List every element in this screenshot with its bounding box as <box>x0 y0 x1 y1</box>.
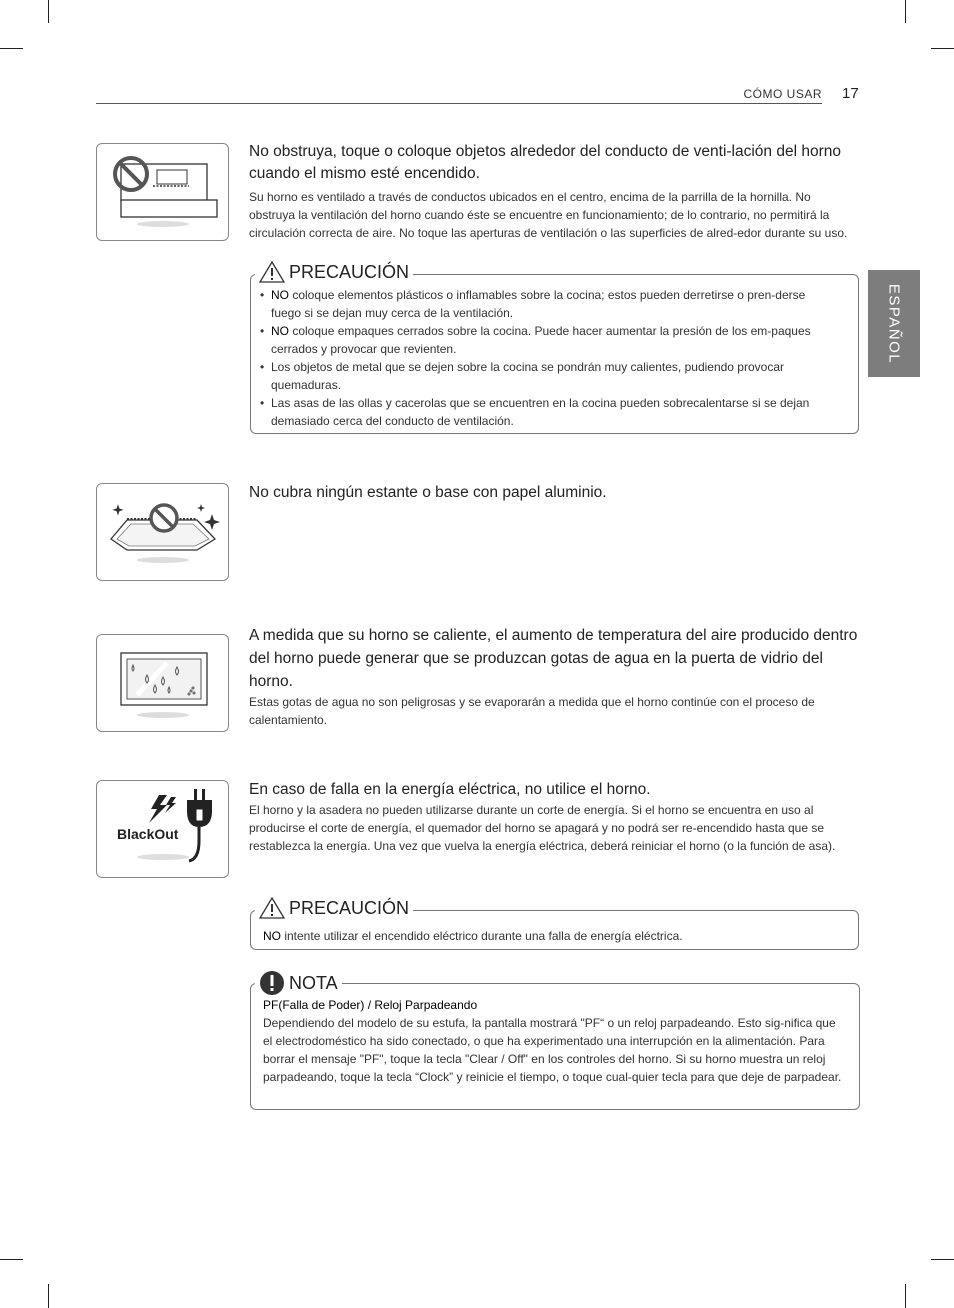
warning-triangle-icon <box>259 897 285 919</box>
crop-mark <box>48 0 49 23</box>
note-content <box>251 984 859 1086</box>
note-box <box>250 972 860 1110</box>
vent-illustration <box>96 143 229 241</box>
plug-icon <box>187 789 212 861</box>
section-name: CÓMO USAR <box>743 87 822 101</box>
caution-text: NO intente utilizar el encendido eléctrico durante una falla de energía eléctrica. <box>263 929 683 943</box>
list-item: • Las asas de las ollas y cacerolas que se encuentren en la cocina pueden sobrecalentarse si se dejan demasiado cerca del conducto de ventilación. <box>271 394 838 430</box>
note-title <box>255 970 342 996</box>
crop-mark <box>905 1284 906 1308</box>
section-heading: En caso de falla en la energía eléctrica, no utilice el horno. <box>249 781 651 798</box>
caution-list <box>251 275 858 434</box>
note-exclamation-icon <box>259 970 285 996</box>
lightning-icon <box>149 795 176 823</box>
crop-mark <box>0 48 23 49</box>
section-vent <box>249 141 859 242</box>
language-tab-label: ESPAÑOL <box>885 283 903 364</box>
prohibited-icon <box>151 505 177 531</box>
caution-title-text: PRECAUCIÓN <box>289 897 410 918</box>
warning-triangle-icon <box>259 261 285 283</box>
section-heading: No obstruya, toque o coloque objetos alrededor del conducto de venti-lación del horno cuando el mismo esté encendido. <box>249 143 841 182</box>
caution-title-text: PRECAUCIÓN <box>289 261 410 282</box>
section-body: El horno y la asadera no pueden utilizarse durante un corte de energía. Si el horno se encuentra en uso al producirse el corte de energía, el quemador del horno se apagará y no podrá ser re-encendido hasta que se restablezca la energía. Una vez que vuelva la energía eléctrica, deberá reiniciar el horno (o la función de asa). <box>249 803 836 853</box>
caution-box <box>250 261 859 434</box>
crop-mark <box>0 1259 23 1260</box>
section-blackout <box>249 779 859 855</box>
blackout-label: BlackOut <box>117 826 179 842</box>
caution-title <box>255 261 413 283</box>
section-foil <box>249 482 859 504</box>
list-item: • Los objetos de metal que se dejen sobre la cocina se pondrán muy calientes, pudiendo provocar quemaduras. <box>271 358 838 394</box>
section-body: Estas gotas de agua no son peligrosas y se evaporarán a medida que el horno continúe con el proceso de calentamiento. <box>249 695 815 727</box>
foil-illustration <box>96 483 229 581</box>
page-number: 17 <box>842 85 859 102</box>
door-illustration <box>96 634 229 732</box>
crop-mark <box>931 48 954 49</box>
caution-box <box>250 897 859 950</box>
language-tab <box>868 270 920 377</box>
note-body: Dependiendo del modelo de su estufa, la pantalla mostrará "PF“ o un reloj parpadeando. Esto sig-nifica que el electrodoméstico ha sido conectado, o que ha experimentado una interrupción en la alimentación. Para borrar el mensaje "PF", toque la tecla "Clear / Off" en los controles del horno. Si su horno muestra un reloj parpadeando, toque la tecla “Clock” y reinicie el tiempo, o toque cual-quier tecla para que deje de parpadear. <box>263 1016 842 1084</box>
header-rule <box>96 103 822 104</box>
blackout-illustration <box>96 780 229 878</box>
crop-mark <box>48 1284 49 1308</box>
note-title-text: NOTA <box>289 972 338 993</box>
list-item: • NO coloque empaques cerrados sobre la cocina. Puede hacer aumentar la presión de los em-paques cerrados y provocar que revienten. <box>271 322 838 358</box>
section-heading: A medida que su horno se caliente, el aumento de temperatura del aire producido dentro del horno puede generar que se produzcan gotas de agua en la puerta de vidrio del horno. <box>249 627 858 690</box>
note-subtitle: PF(Falla de Poder) / Reloj Parpadeando <box>263 998 478 1012</box>
section-heading: No cubra ningún estante o base con papel aluminio. <box>249 484 607 501</box>
list-item: • NO coloque elementos plásticos o inflamables sobre la cocina; estos pueden derretirse o pren-derse fuego si se dejan muy cerca de la ventilación. <box>271 286 838 322</box>
caution-title <box>255 897 413 919</box>
crop-mark <box>931 1259 954 1260</box>
crop-mark <box>905 0 906 23</box>
section-body: Su horno es ventilado a través de conductos ubicados en el centro, encima de la parrilla de la hornilla. No obstruya la ventilación del horno cuando éste se encuentre en funcionamiento; de lo contrario, no permitirá la circulación correcta de aire. No toque las aperturas de ventilación o las superficies de alred-edor durante su uso. <box>249 190 848 240</box>
section-drops <box>249 624 859 729</box>
